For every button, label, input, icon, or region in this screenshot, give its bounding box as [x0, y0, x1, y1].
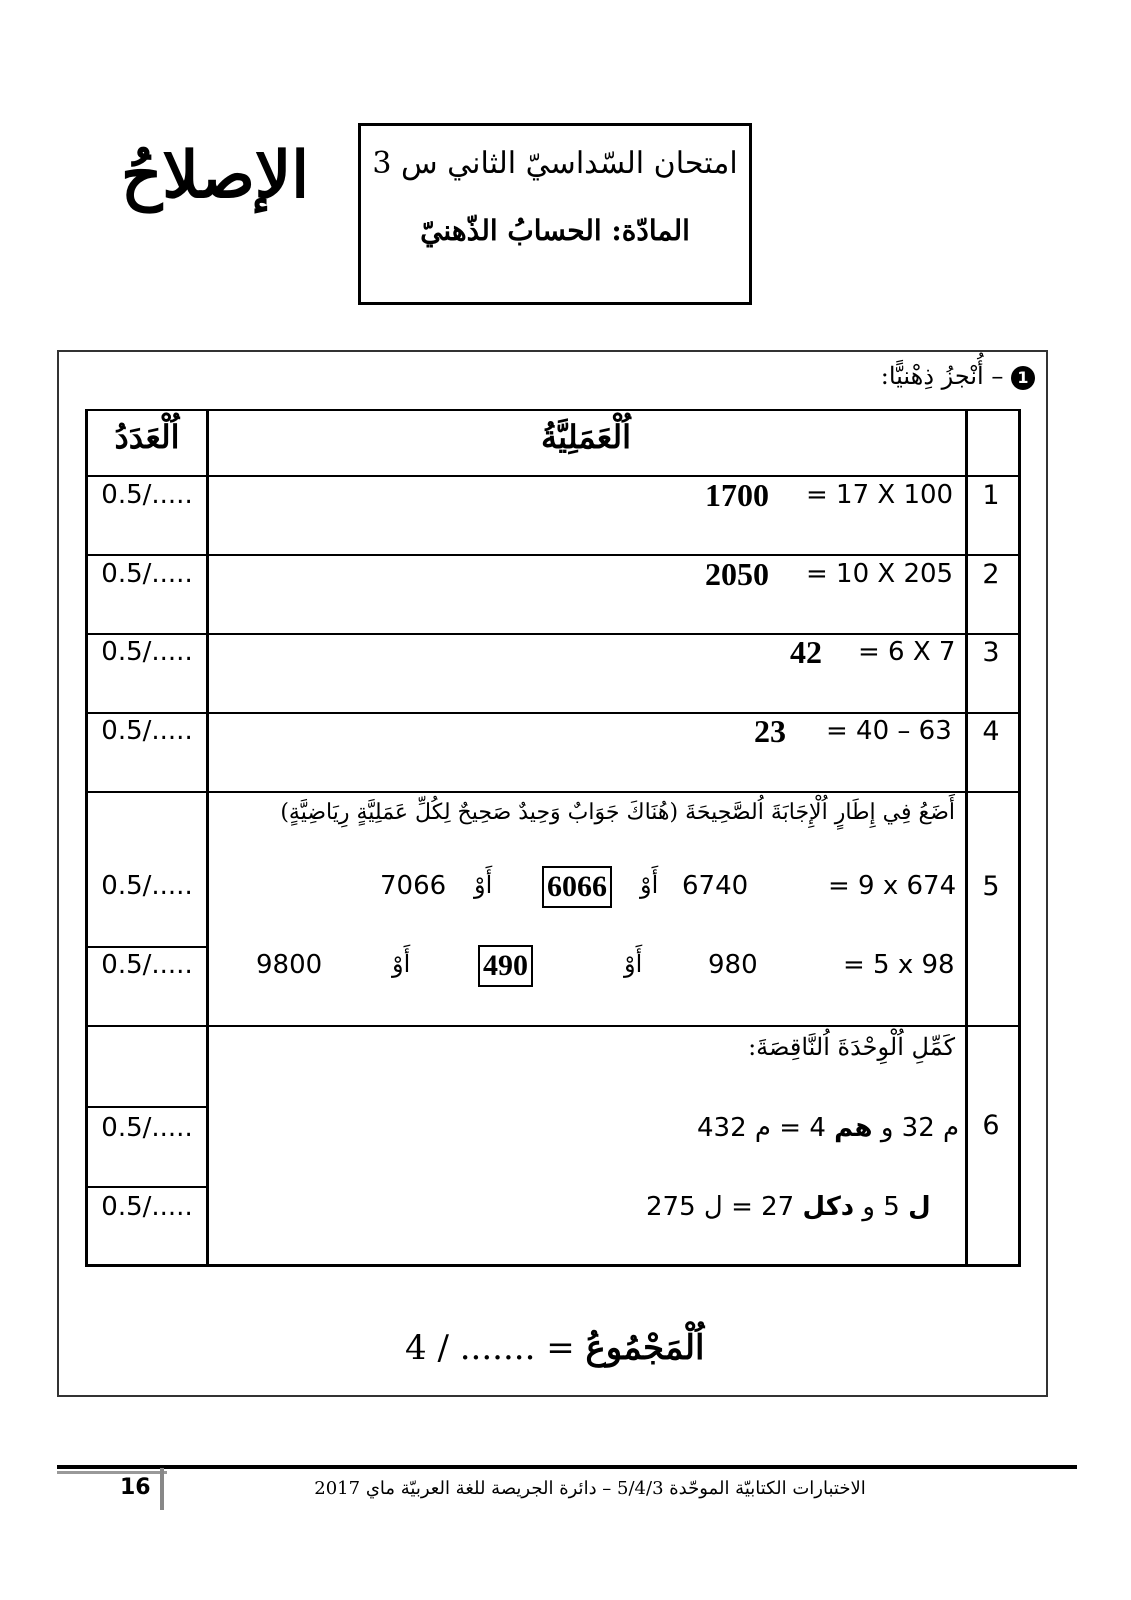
exercise-instruction [820, 362, 1035, 390]
total-label: اُلْمَجْمُوعُ [585, 1328, 705, 1368]
result-a: 27 [761, 1192, 795, 1222]
lhs-value: 275 [646, 1192, 696, 1222]
row-number: 5 [982, 871, 1000, 902]
unit-conversion-line [646, 1192, 931, 1222]
row-number: 2 [982, 559, 1000, 590]
operation-expression: = 9 x 674 [828, 871, 957, 901]
equals-sign: = [779, 1113, 802, 1143]
result-b-unit: م [943, 1113, 960, 1143]
score-field[interactable]: 0.5/..... [101, 559, 193, 589]
score-field[interactable]: 0.5/..... [101, 1113, 193, 1143]
score-field[interactable]: 0.5/..... [101, 950, 193, 980]
footer-rule [57, 1465, 1077, 1469]
option-value[interactable]: 980 [708, 950, 758, 980]
exam-title: امتحان السّداسيّ الثاني س 3 [372, 146, 738, 181]
row-number: 6 [982, 1110, 1000, 1141]
answer-value: 1700 [705, 477, 769, 513]
result-b: 32 [901, 1113, 935, 1143]
row6-instruction: كَمِّلِ اُلْوِحْدَةَ اُلنَّاقِصَةَ: [748, 1033, 955, 1061]
total-blank[interactable]: ....... [459, 1328, 536, 1368]
option-value[interactable]: 6740 [682, 871, 749, 901]
equals-sign: = [731, 1192, 753, 1222]
answer-value: 23 [754, 713, 786, 749]
score-field[interactable]: 0.5/..... [101, 716, 193, 746]
exercise-number-badge: 1 [1011, 366, 1035, 390]
filled-unit: هم [834, 1113, 873, 1143]
total-equals: = [546, 1328, 575, 1368]
answer-value: 2050 [705, 556, 769, 592]
subject-label: المادّة: [611, 214, 690, 247]
operation-expression: = 6 X 7 [858, 637, 956, 667]
footer-rule-accent [57, 1471, 167, 1474]
operation-expression: = 10 X 205 [806, 559, 954, 589]
total-slash: / [437, 1328, 449, 1368]
row-number: 3 [982, 637, 1000, 668]
or-word: أَوْ [624, 950, 643, 978]
option-value[interactable]: 9800 [256, 950, 323, 980]
subject-name: الحسابُ الذّهنيّ [420, 214, 602, 247]
operation-expression: = 40 – 63 [826, 716, 952, 746]
row-number: 1 [982, 480, 1000, 511]
or-word: أَوْ [640, 871, 659, 899]
exam-header-box [358, 123, 752, 305]
filled-unit: دكل [802, 1192, 855, 1222]
row5-instruction: أَضَعُ فِي إِطَارٍ اُلْإِجَابَةَ اُلصَّحِيحَةَ (هُنَاكَ جَوَابٌ وَحِيدٌ صَحِيحٌ لِكُلِّ عَمَلِيَّةٍ رِيَاضِيَّةٍ) [280, 800, 955, 825]
subject-line [361, 214, 749, 247]
lhs-unit: ل [703, 1192, 723, 1222]
score-field[interactable]: 0.5/..... [101, 637, 193, 667]
score-field[interactable]: 0.5/..... [101, 480, 193, 510]
column-header-operation: اُلْعَمَلِيَّةُ [541, 418, 631, 456]
page-number: 16 [120, 1475, 151, 1500]
lhs-value: 432 [697, 1113, 747, 1143]
filled-unit: ل [908, 1192, 931, 1222]
or-word: أَوْ [474, 871, 493, 899]
footer-text: الاختبارات الكتابيّة الموحّدة 5/4/3 – دائرة الجريصة للغة العربيّة ماي 2017 [314, 1478, 866, 1499]
and-word: و [862, 1192, 875, 1222]
or-word: أَوْ [392, 950, 411, 978]
footer-divider [160, 1468, 164, 1510]
and-word: و [880, 1113, 894, 1143]
score-field[interactable]: 0.5/..... [101, 871, 193, 901]
answer-value: 42 [790, 634, 822, 670]
correct-answer-box[interactable]: 6066 [542, 866, 612, 908]
unit-conversion-line [697, 1113, 959, 1143]
total-score-line [405, 1328, 705, 1368]
instruction-text: – أُنْجزُ ذِهْنيًّا: [880, 362, 1004, 390]
correction-title: الإصلاحُ [120, 138, 310, 213]
lhs-unit: م [754, 1113, 772, 1143]
score-field[interactable]: 0.5/..... [101, 1192, 193, 1222]
operation-expression: = 17 X 100 [806, 480, 954, 510]
option-value[interactable]: 7066 [380, 871, 447, 901]
column-header-score: اُلْعَدَدُ [114, 418, 180, 456]
result-b: 5 [883, 1192, 900, 1222]
row-number: 4 [982, 716, 1000, 747]
total-max: 4 [405, 1328, 427, 1368]
operation-expression: = 5 x 98 [843, 950, 955, 980]
result-a: 4 [809, 1113, 826, 1143]
correct-answer-box[interactable]: 490 [478, 945, 533, 987]
